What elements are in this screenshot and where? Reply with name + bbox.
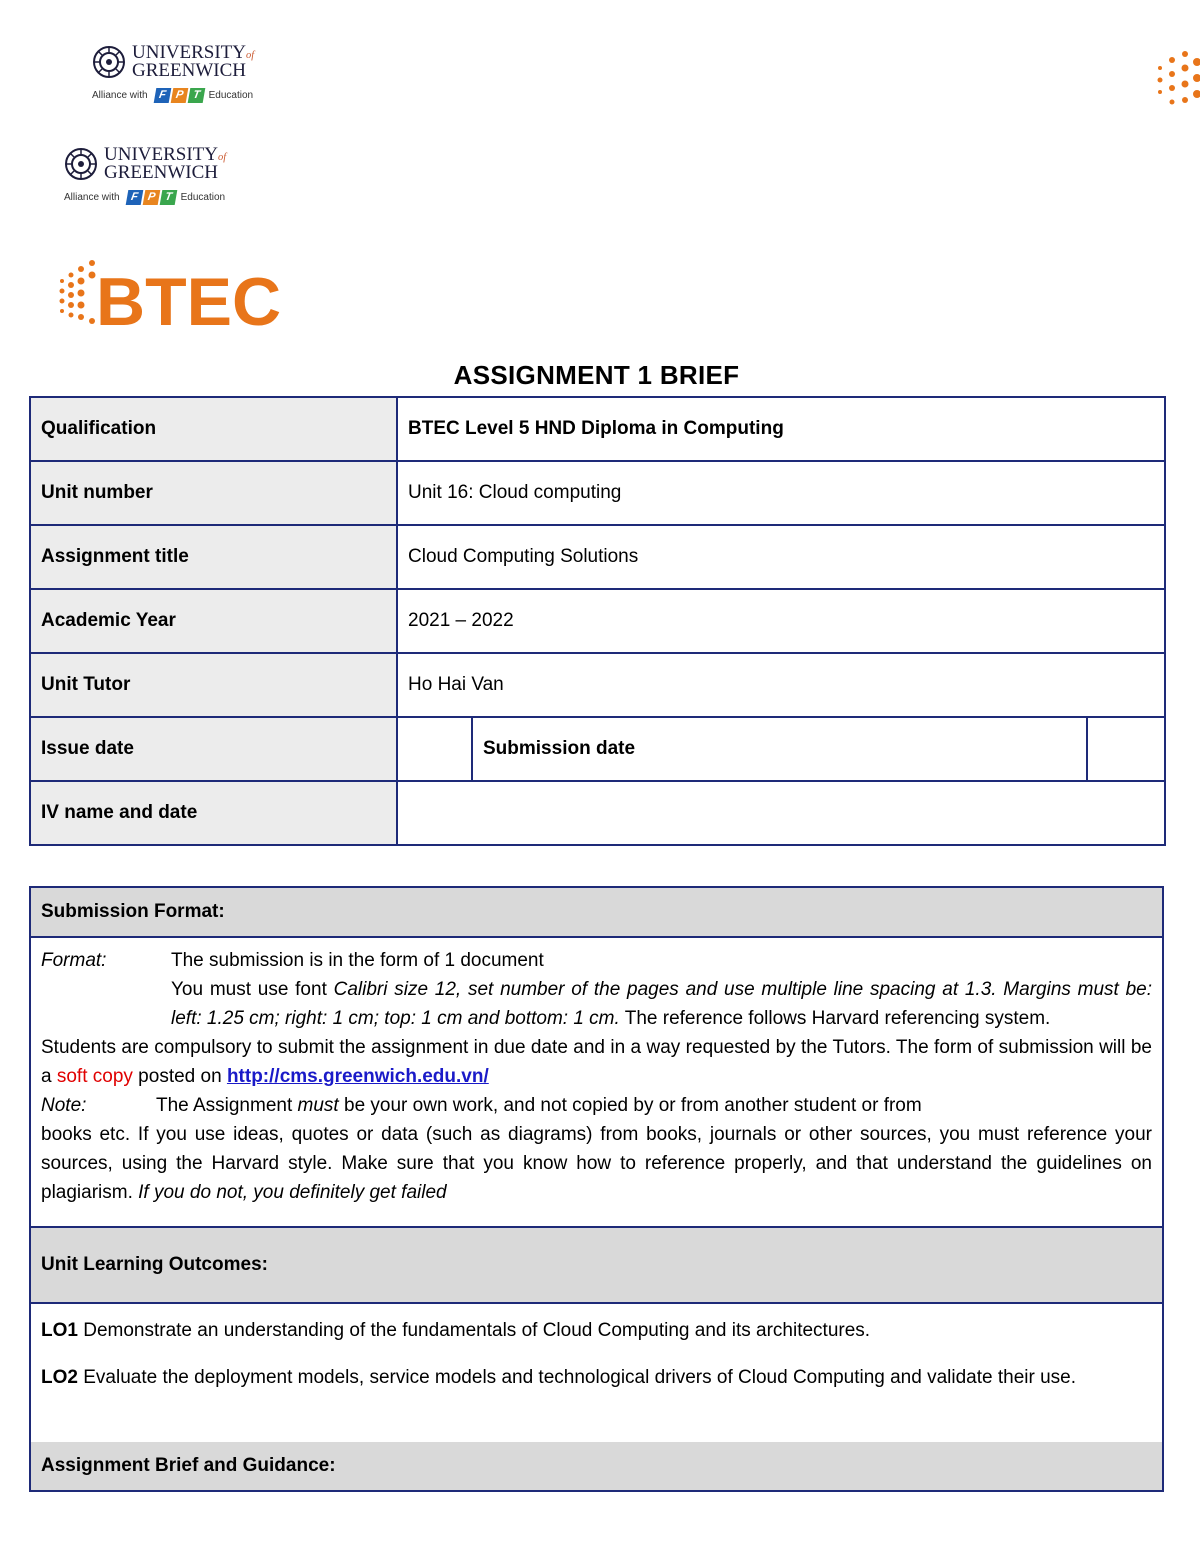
submission-format-heading: Submission Format: (31, 888, 1162, 938)
alliance-line (92, 88, 254, 103)
unit-number-label: Unit number (30, 461, 397, 525)
compulsory-paragraph: Students are compulsory to submit the assignment in due date and in a way requested by the Tutors. The form of submission will be a soft copy posted on http://cms.greenwich.edu.vn/ (41, 1037, 1152, 1087)
iv-name-date-label: IV name and date (30, 781, 397, 845)
unit-number-value: Unit 16: Cloud computing (397, 461, 1165, 525)
learning-outcomes-list (31, 1304, 1162, 1392)
crest-icon (64, 147, 98, 181)
assignment-brief-heading: Assignment Brief and Guidance: (31, 1442, 1162, 1490)
format-label: Format: (41, 950, 107, 971)
fpt-letter-p: P (170, 88, 188, 103)
greenwich-word: GREENWICH (132, 60, 246, 82)
cms-link[interactable]: http://cms.greenwich.edu.vn/ (226, 1066, 489, 1087)
alliance-line (64, 190, 226, 205)
issue-date-label: Issue date (30, 717, 397, 781)
academic-year-value: 2021 – 2022 (397, 589, 1165, 653)
university-logo-secondary (64, 146, 226, 205)
format-line-2: You must use font Calibri size 12, set number of the pages and use multiple line spacing at 1.3. Margins must be: left: 1.25 cm; right: 1 cm; top: 1 cm and bottom: 1 cm. The reference follows Harvard referencing system. (171, 979, 1152, 1029)
qualification-value: BTEC Level 5 HND Diploma in Computing (397, 397, 1165, 461)
table-row (30, 461, 1165, 525)
lo2-code: LO2 (41, 1367, 78, 1388)
fpt-letter-t: T (187, 88, 205, 103)
qualification-label: Qualification (30, 397, 397, 461)
alliance-prefix: Alliance with (92, 90, 148, 102)
decorative-dots-icon (1152, 48, 1200, 110)
assignment-info-table (29, 396, 1166, 846)
assignment-title-value: Cloud Computing Solutions (397, 525, 1165, 589)
of-word: of (218, 152, 227, 163)
academic-year-label: Academic Year (30, 589, 397, 653)
greenwich-word: GREENWICH (104, 162, 218, 184)
of-word: of (246, 50, 255, 61)
page-title: ASSIGNMENT 1 BRIEF (453, 360, 740, 390)
note-row (41, 1091, 1152, 1120)
btec-logo (56, 255, 296, 335)
lo1-text: Demonstrate an understanding of the fundamentals of Cloud Computing and its architectures. (77, 1320, 871, 1341)
unit-tutor-value: Ho Hai Van (397, 653, 1165, 717)
note-label: Note: (41, 1095, 87, 1116)
format-row (41, 946, 1152, 1033)
lo1-code: LO1 (41, 1320, 78, 1341)
alliance-prefix: Alliance with (64, 192, 120, 204)
fpt-letter-f: F (153, 88, 171, 103)
note-line-1: The Assignment must be your own work, and not copied by or from another student or from (156, 1095, 922, 1116)
table-row (30, 781, 1165, 845)
table-row (30, 525, 1165, 589)
unit-tutor-label: Unit Tutor (30, 653, 397, 717)
fpt-letter-t: T (159, 190, 177, 205)
table-row (30, 397, 1165, 461)
university-word: UNIVERSITY (104, 144, 218, 165)
iv-name-date-value (397, 781, 1165, 845)
soft-copy-text: soft copy (56, 1066, 133, 1087)
format-line-1: The submission is in the form of 1 document (171, 950, 544, 971)
list-item (41, 1363, 1152, 1392)
issue-date-value (397, 717, 472, 781)
alliance-suffix: Education (180, 192, 226, 204)
note-paragraph: books etc. If you use ideas, quotes or data (such as diagrams) from books, journals or other sources, you must reference your sources, using the Harvard style. Make sure that you know how to reference properly, and that understand the guidelines on plagiarism. If you do not, you definitely get failed (41, 1124, 1152, 1203)
submission-format-body (31, 938, 1162, 1226)
fpt-letter-f: F (125, 190, 143, 205)
table-row (30, 589, 1165, 653)
table-row (30, 653, 1165, 717)
submission-date-label: Submission date (472, 717, 1087, 781)
crest-icon (92, 45, 126, 79)
learning-outcomes-heading: Unit Learning Outcomes: (31, 1226, 1162, 1304)
university-word: UNIVERSITY (132, 42, 246, 63)
alliance-suffix: Education (208, 90, 254, 102)
assignment-title-label: Assignment title (30, 525, 397, 589)
submission-date-value (1087, 717, 1165, 781)
failed-warning: If you do not, you definitely get failed (138, 1182, 447, 1203)
university-logo (92, 44, 254, 103)
btec-wordmark: BTEC (96, 264, 282, 335)
list-item (41, 1316, 1152, 1345)
lo2-text: Evaluate the deployment models, service models and technological drivers of Cloud Computing and validate their use. (77, 1367, 1077, 1388)
fpt-letter-p: P (142, 190, 160, 205)
table-row (30, 717, 1165, 781)
submission-section (29, 886, 1164, 1492)
